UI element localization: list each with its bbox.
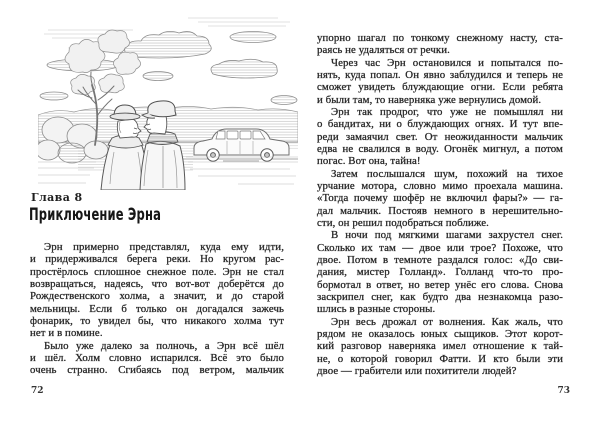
- chapter-title: Приключение Эрна: [29, 205, 162, 224]
- text-line: Рождественского холма, а значит, и до старой: [30, 290, 284, 303]
- text-line: реди замаячил свет. От неожиданности мальчик: [317, 130, 563, 143]
- text-line: нять, куда попал. Он явно заблудился и теперь не: [317, 68, 563, 81]
- text-line: о бандитах, ни о блуждающих огнях. И тут впе-: [317, 118, 563, 131]
- text-line: погас. Вот она, тайна!: [317, 155, 421, 168]
- text-line: «Тогда почему шофёр не включил фары?» — га-: [317, 192, 563, 205]
- right-page-text: [317, 32, 563, 377]
- text-line: Эрн примерно представлял, куда ему идти,: [44, 241, 284, 253]
- left-page-text: [30, 241, 284, 377]
- text-line: рядом не оказалось юных сыщиков. Этот корот-: [317, 327, 563, 340]
- text-line: раясь не удаляться от речки.: [317, 44, 450, 57]
- text-line: бормотал в ответ, но ветер унёс его слова. Снова: [317, 278, 563, 291]
- text-line: возвращаться, надеясь, что вот-вот доберётся до: [30, 277, 284, 290]
- text-line: В ночи под мягкими шагами захрустел снег.: [331, 229, 563, 242]
- text-line: сможет увидеть блуждающие огни. Если ребята: [317, 81, 563, 94]
- page-number-left: 72: [31, 386, 44, 396]
- chapter-label: Глава 8: [31, 191, 83, 204]
- text-line: простёрлось сплошное снежное поле. Эрн не стал: [30, 265, 284, 278]
- text-line: Было уже далеко за полночь, а Эрн всё шёл: [44, 339, 284, 352]
- text-line: шлись в разные стороны.: [317, 303, 436, 316]
- text-line: упорно шагал по тонкому снежному насту, ста-: [317, 32, 563, 44]
- text-line: заскрипел снег, как будто два незнакомца разо-: [317, 290, 563, 303]
- text-line: нет и в помине.: [30, 327, 103, 340]
- text-line: едва не свалился в воду. Огонёк мигнул, а потом: [317, 142, 563, 155]
- text-line: и были там, то наверняка уже вернулись домой.: [317, 93, 542, 106]
- text-line: и шёл. Холм словно испарился. Всё это было: [30, 351, 284, 364]
- text-line: мельницы. Если б только он догадался зажечь: [30, 302, 284, 315]
- text-line: Через час Эрн остановился и попытался по-: [331, 56, 563, 69]
- illustration-sketch: [38, 12, 298, 190]
- text-line: очень странно. Сгибаясь под ветром, мальчик: [30, 364, 284, 377]
- text-line: двое. Потом в темноте раздался голос: «До сви-: [317, 253, 563, 266]
- text-line: фонарик, то увидел бы, что никакого холма тут: [30, 314, 284, 327]
- text-line: дания, мистер Голланд». Голланд что-то про-: [317, 266, 563, 279]
- text-line: не, о которой говорил Фатти. И кто были эти: [317, 352, 563, 365]
- text-line: двое — грабители или похитители людей?: [317, 364, 517, 377]
- car-windows: [216, 131, 265, 139]
- text-line: урчание мотора, словно мимо проехала машина.: [317, 179, 563, 192]
- text-line: Сколько их там — двое или трое? Похоже, что: [317, 241, 563, 254]
- text-line: сти, он решил подобраться поближе.: [317, 216, 489, 229]
- chapter-illustration: [38, 12, 298, 190]
- text-line: Эрн весь дрожал от волнения. Как жаль, что: [331, 315, 563, 328]
- text-line: и придерживался берега реки. Но кругом рас-: [30, 253, 284, 266]
- text-line: Затем послышался шум, похожий на тихое: [331, 167, 563, 180]
- page-number-right: 73: [557, 386, 570, 396]
- text-line: кий разговор наверняка имел отношение к тай-: [317, 340, 563, 353]
- text-line: дал мальчик. Постояв немного в нерешительно-: [317, 204, 563, 217]
- text-line: Эрн так продрог, что уже не помышлял ни: [331, 105, 563, 118]
